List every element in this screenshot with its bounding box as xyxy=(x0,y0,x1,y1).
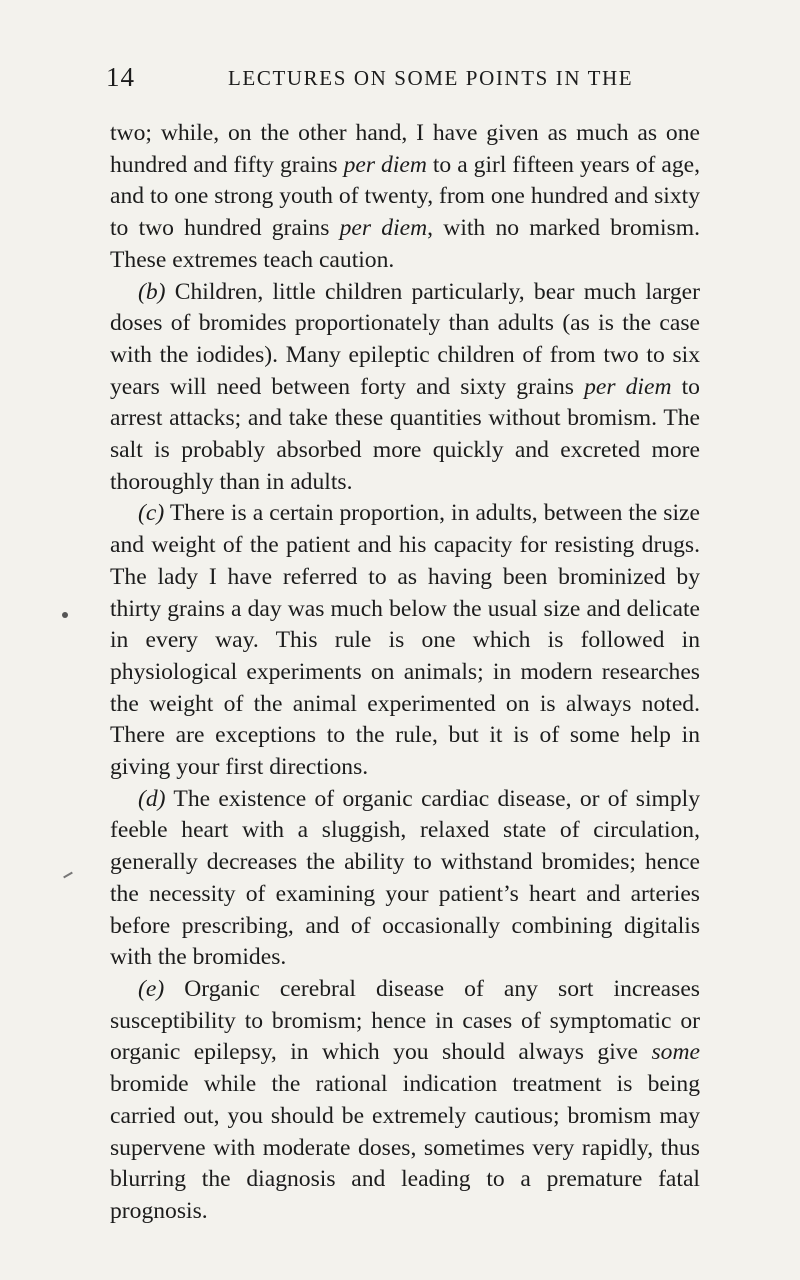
text-segment: Children, little children particularly, bear much larger doses of bromides proportionately than adults (as is the case with the iodides). Many epileptic children of from two to six years will need between forty and sixty grains xyxy=(110,278,700,400)
paragraph-d xyxy=(110,784,700,974)
paragraph-b xyxy=(110,277,700,499)
running-head xyxy=(106,62,706,98)
italic-segment: per diem xyxy=(343,151,427,178)
italic-segment: some xyxy=(651,1039,700,1066)
text-segment: to arrest attacks; and take these quantities without bromism. The salt is probably absorbed more quickly and excreted more thoroughly than in adults. xyxy=(110,373,700,495)
text-segment: , with no marked bromism. These extremes teach caution. xyxy=(110,215,701,273)
text-segment: The existence of organic cardiac disease, or of simply feeble heart with a sluggish, relaxed state of circulation, generally decreases the ability to withstand bromides; hence the necessity of examining your patient’s heart and arteries before prescribing, and of occasionally combining digitalis with the bromides. xyxy=(110,785,700,971)
text-segment: to a girl fifteen years of age, and to one strong youth of twenty, from one hundred and sixty to two hundred grains xyxy=(110,151,700,242)
ink-speck xyxy=(62,612,68,618)
text-segment: two; while, on the other hand, I have given as much as one hundred and fifty grains xyxy=(110,120,700,178)
body-text xyxy=(110,118,700,1228)
italic-segment: per diem xyxy=(584,373,672,400)
paragraph-label: (c) xyxy=(138,500,165,527)
paragraph-label: (d) xyxy=(138,785,166,812)
paragraph-a-continuation xyxy=(110,118,700,277)
text-segment: There is a certain proportion, in adults, between the size and weight of the patient and his capacity for resisting drugs. The lady I have referred to as having been brominized by thirty grains a day was much below the usual size and delicate in every way. This rule is one which is followed in physiological experiments on animals; in modern researches the weight of the animal experimented on is always noted. There are exceptions to the rule, but it is of some help in giving your first directions. xyxy=(110,500,700,781)
ink-speck xyxy=(63,872,73,879)
italic-segment: per diem xyxy=(339,215,428,242)
running-head-title: LECTURES ON SOME POINTS IN THE xyxy=(228,66,634,90)
paragraph-c xyxy=(110,498,700,783)
text-segment: Organic cerebral disease of any sort increases susceptibility to bromism; hence in cases of symptomatic or organic epilepsy, in which you should always give xyxy=(110,975,700,1066)
paragraph-label: (b) xyxy=(138,278,166,305)
text-segment: bromide while the rational indication treatment is being carried out, you should be extremely cautious; bromism may supervene with moderate doses, sometimes very rapidly, thus blurring the diagnosis and leading to a premature fatal prognosis. xyxy=(110,1071,700,1224)
paragraph-label: (e) xyxy=(138,975,165,1002)
paragraph-e xyxy=(110,974,700,1228)
page-number: 14 xyxy=(106,62,135,92)
